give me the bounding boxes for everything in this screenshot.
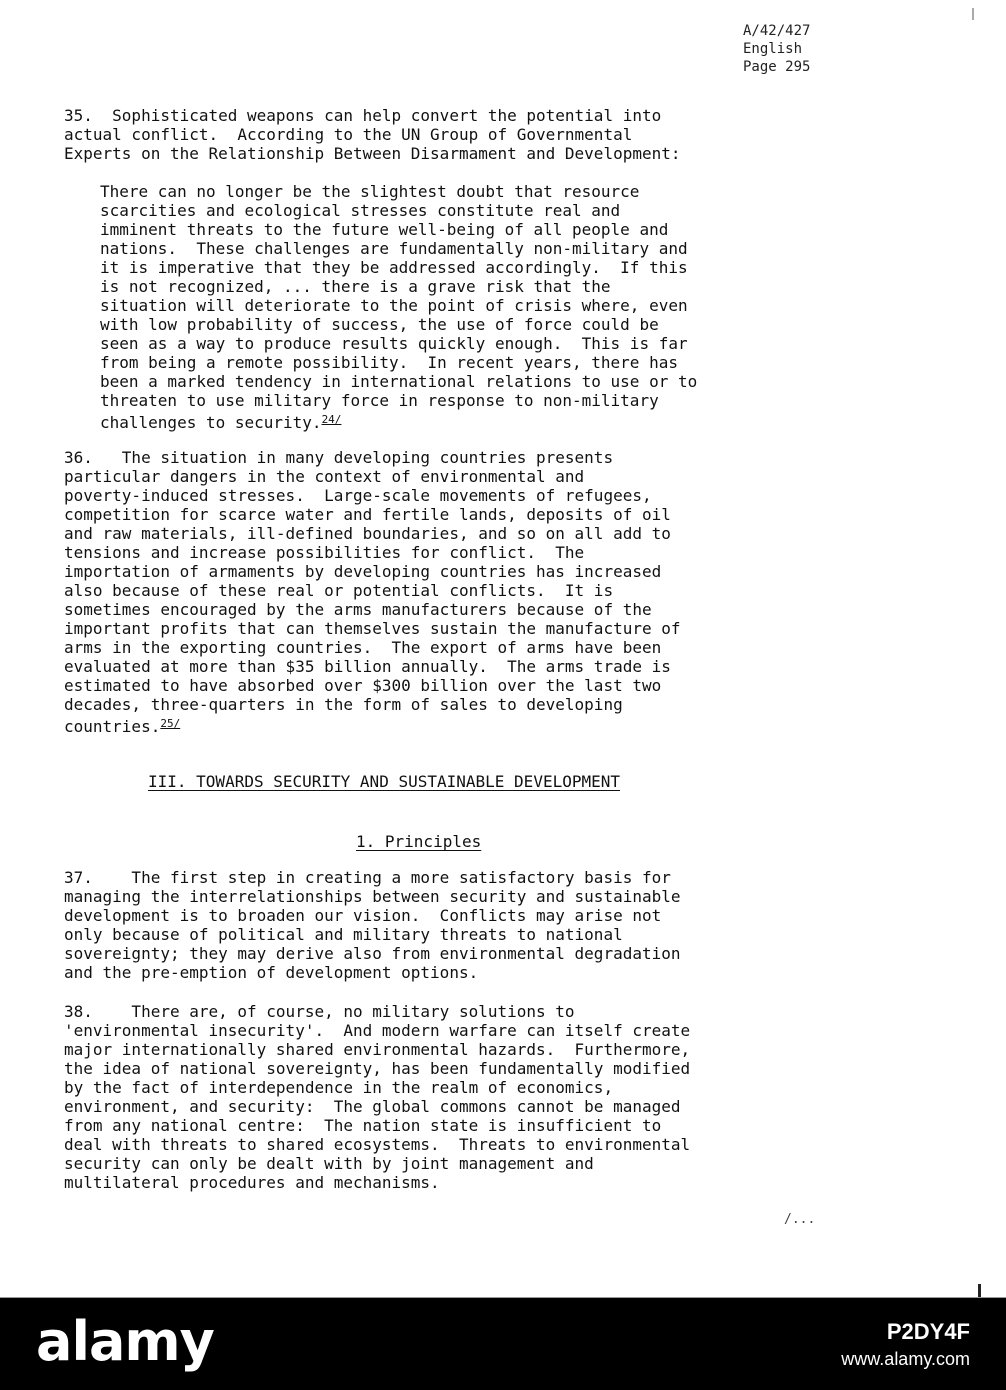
text-line: environment, and security: The global commons cannot be managed <box>64 1097 681 1116</box>
text-line: nations. These challenges are fundamentally non-military and <box>100 239 688 258</box>
text-line: scarcities and ecological stresses constitute real and <box>100 201 621 220</box>
sub-heading: 1. Principles <box>356 832 482 851</box>
text-line: particular dangers in the context of environmental and <box>64 467 585 486</box>
text-line: with low probability of success, the use of force could be <box>100 315 659 334</box>
text-line: 37. The first step in creating a more satisfactory basis for <box>64 868 671 887</box>
text-line: multilateral procedures and mechanisms. <box>64 1173 440 1192</box>
text-line: importation of armaments by developing countries has increased <box>64 562 662 581</box>
text-line: from being a remote possibility. In recent years, there has <box>100 353 678 372</box>
text-line: situation will deteriorate to the point of crisis where, even <box>100 296 688 315</box>
image-id: P2DY4F <box>886 1319 970 1344</box>
text-line: by the fact of interdependence in the realm of economics, <box>64 1078 614 1097</box>
page-number: Page 295 <box>743 59 811 75</box>
text-line: 'environmental insecurity'. And modern warfare can itself create <box>64 1021 691 1040</box>
text-line: actual conflict. According to the UN Group of Governmental <box>64 125 633 144</box>
section-heading: III. TOWARDS SECURITY AND SUSTAINABLE DEVELOPMENT <box>148 772 621 791</box>
text-line: imminent threats to the future well-being of all people and <box>100 220 669 239</box>
text-line: security can only be dealt with by joint management and <box>64 1154 594 1173</box>
alamy-logo[interactable]: alamy <box>36 1310 214 1373</box>
text-line: been a marked tendency in international relations to use or to <box>100 372 698 391</box>
document-reference <box>743 22 810 76</box>
text-line: poverty-induced stresses. Large-scale movements of refugees, <box>64 486 652 505</box>
text-line: decades, three-quarters in the form of sales to developing <box>64 695 623 714</box>
text-line <box>64 714 180 736</box>
footnote-25: 25/ <box>160 717 181 730</box>
text-line: 38. There are, of course, no military solutions to <box>64 1002 575 1021</box>
text-line: threaten to use military force in response to non-military <box>100 391 659 410</box>
text-line: is not recognized, ... there is a grave risk that the <box>100 277 611 296</box>
continuation-mark: /... <box>784 1212 816 1227</box>
text-line: development is to broaden our vision. Conflicts may arise not <box>64 906 662 925</box>
text-line: 36. The situation in many developing countries presents <box>64 448 614 467</box>
text-line: estimated to have absorbed over $300 billion over the last two <box>64 676 662 695</box>
text-line: and the pre-emption of development options. <box>64 963 479 982</box>
site-link[interactable]: www.alamy.com <box>841 1349 970 1369</box>
watermark-footer <box>0 1298 1006 1390</box>
text-line: and raw materials, ill-defined boundaries, and so on all add to <box>64 524 671 543</box>
text-line: major internationally shared environmental hazards. Furthermore, <box>64 1040 691 1059</box>
text-line: deal with threats to shared ecosystems. Threats to environmental <box>64 1135 691 1154</box>
text-line: 35. Sophisticated weapons can help convert the potential into <box>64 106 662 125</box>
footer-info <box>841 1318 970 1372</box>
text-line: There can no longer be the slightest doubt that resource <box>100 182 640 201</box>
text-line: managing the interrelationships between security and sustainable <box>64 887 681 906</box>
scan-mark <box>972 8 974 20</box>
text-line: sovereignty; they may derive also from environmental degradation <box>64 944 681 963</box>
text-line: seen as a way to produce results quickly enough. This is far <box>100 334 688 353</box>
text-line: tensions and increase possibilities for conflict. The <box>64 543 585 562</box>
text-line: from any national centre: The nation state is insufficient to <box>64 1116 662 1135</box>
text-line: sometimes encouraged by the arms manufacturers because of the <box>64 600 652 619</box>
doc-language: English <box>743 41 803 57</box>
text-line: the idea of national sovereignty, has been fundamentally modified <box>64 1059 691 1078</box>
text-line: only because of political and military threats to national <box>64 925 623 944</box>
footnote-24: 24/ <box>321 413 342 426</box>
doc-symbol: A/42/427 <box>743 23 811 39</box>
text-line: competition for scarce water and fertile lands, deposits of oil <box>64 505 671 524</box>
text-line: Experts on the Relationship Between Disarmament and Development: <box>64 144 681 163</box>
text-line: arms in the exporting countries. The export of arms have been <box>64 638 662 657</box>
text-line <box>100 410 341 432</box>
text-line: important profits that can themselves sustain the manufacture of <box>64 619 681 638</box>
text-line: evaluated at more than $35 billion annually. The arms trade is <box>64 657 671 676</box>
text-line: it is imperative that they be addressed accordingly. If this <box>100 258 688 277</box>
text-line: also because of these real or potential conflicts. It is <box>64 581 614 600</box>
quote-last-line: challenges to security. <box>100 413 322 432</box>
para36-last-line: countries. <box>64 717 161 736</box>
